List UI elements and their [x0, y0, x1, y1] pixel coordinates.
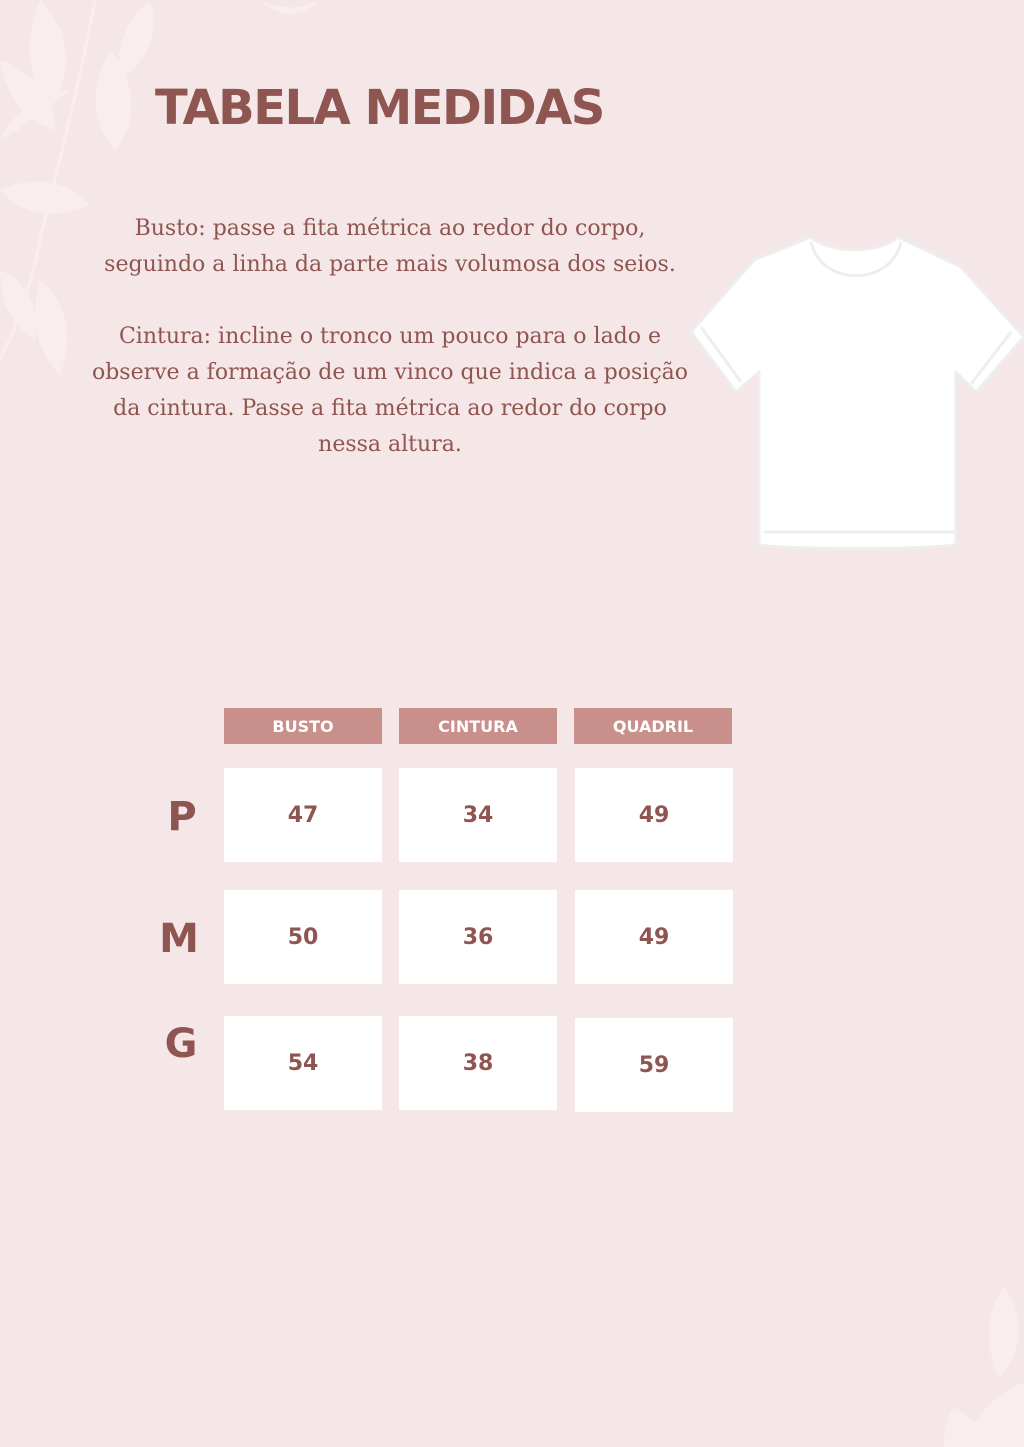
- size-label-m: M: [159, 916, 199, 962]
- page-title: TABELA MEDIDAS: [155, 80, 604, 136]
- table-cell-g-busto: 54: [224, 1016, 382, 1110]
- column-header-quadril: QUADRIL: [574, 708, 732, 744]
- table-cell-g-cintura: 38: [399, 1016, 557, 1110]
- table-cell-m-quadril: 49: [575, 890, 733, 984]
- measurement-instructions: [90, 211, 690, 463]
- bust-instruction: Busto: passe a fita métrica ao redor do corpo, seguindo a linha da parte mais volumosa dos seios.: [104, 216, 676, 277]
- column-header-cintura: CINTURA: [399, 708, 557, 744]
- table-cell-m-cintura: 36: [399, 890, 557, 984]
- table-cell-p-cintura: 34: [399, 768, 557, 862]
- tshirt-illustration: [686, 232, 1024, 556]
- table-cell-g-quadril: 59: [575, 1018, 733, 1112]
- size-label-p: P: [167, 794, 197, 840]
- table-cell-p-quadril: 49: [575, 768, 733, 862]
- table-cell-m-busto: 50: [224, 890, 382, 984]
- column-header-busto: BUSTO: [224, 708, 382, 744]
- waist-instruction: Cintura: incline o tronco um pouco para o lado e observe a formação de um vinco que indica a posição da cintura. Passe a fita métrica ao redor do corpo nessa altura.: [91, 324, 689, 457]
- leaf-branch-decoration: [904, 1287, 1024, 1447]
- table-cell-p-busto: 47: [224, 768, 382, 862]
- size-label-g: G: [164, 1021, 198, 1067]
